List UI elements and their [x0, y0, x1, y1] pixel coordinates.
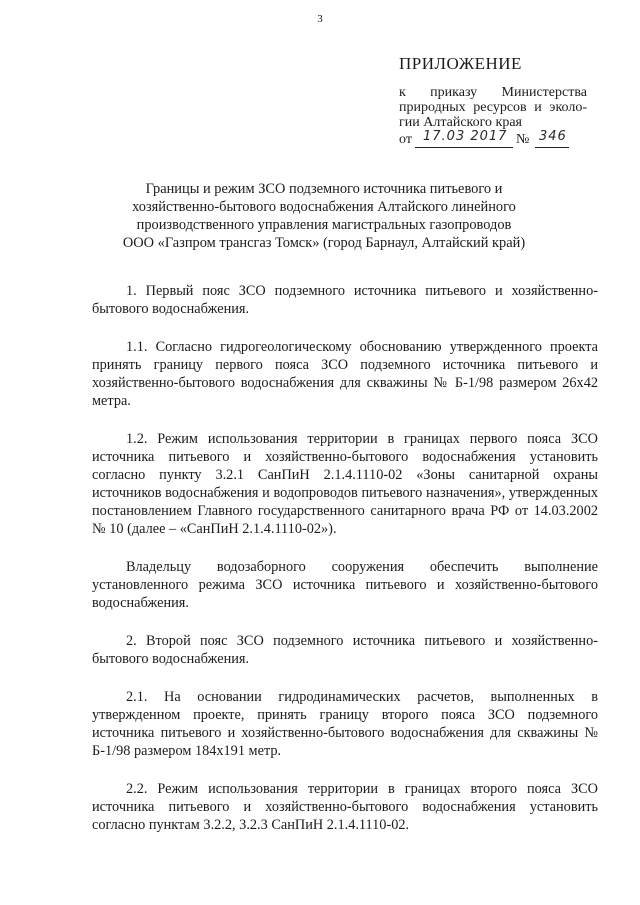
- handwritten-number: 346: [539, 129, 567, 144]
- appendix-block: [399, 56, 587, 150]
- number-field: [535, 129, 569, 148]
- ot-label: от: [399, 132, 412, 147]
- paragraph-1: 1. Первый пояс ЗСО подземного источника питьевого и хозяйственно-бытового водоснабжения.: [92, 283, 598, 317]
- appendix-line: природных ресурсов и эколо-: [399, 100, 587, 115]
- appendix-title: ПРИЛОЖЕНИЕ: [399, 54, 522, 73]
- paragraph-1-1: 1.1. Согласно гидрогеологическому обоснованию утвержденного проекта принять границу первого пояса ЗСО подземного источника питьевого и хозяйственно-бытового водоснабжения для скважины № Б-1/98 размером 26х42 метра.: [92, 339, 598, 409]
- number-label: №: [516, 132, 530, 147]
- date-field: [415, 129, 513, 148]
- title-line: Границы и режим ЗСО подземного источника питьевого и: [145, 181, 503, 197]
- document-title: [100, 180, 548, 252]
- appendix-line: к приказу Министерства: [399, 85, 587, 100]
- paragraph-owner-duty: Владельцу водозаборного сооружения обеспечить выполнение установленного режима ЗСО источника питьевого и хозяйственно-бытового водоснабжения.: [92, 559, 598, 611]
- appendix-line: гии Алтайского края: [399, 115, 522, 130]
- paragraph-2-1: 2.1. На основании гидродинамических расчетов, выполненных в утвержденном проекте, принять границу второго пояса ЗСО подземного источника питьевого и хозяйственно-бытового водоснабжения для скважины № Б-1/98 размером 184х191 метр.: [92, 689, 598, 759]
- title-line: ООО «Газпром трансгаз Томск» (город Барнаул, Алтайский край): [122, 235, 526, 251]
- paragraph-1-2: 1.2. Режим использования территории в границах первого пояса ЗСО источника питьевого и хозяйственно-бытового водоснабжения установить согласно пункту 3.2.1 СанПиН 2.1.4.1110-02 «Зоны санитарной охраны источников водоснабжения и водопроводов питьевого назначения», утвержденных постановлением Главного государственного санитарного врача РФ от 14.03.2002 № 10 (далее – «СанПиН 2.1.4.1110-02»).: [92, 431, 598, 537]
- paragraph-2: 2. Второй пояс ЗСО подземного источника питьевого и хозяйственно-бытового водоснабжения.: [92, 633, 598, 667]
- title-line: производственного управления магистральных газопроводов: [136, 217, 512, 233]
- paragraph-2-2: 2.2. Режим использования территории в границах второго пояса ЗСО источника питьевого и хозяйственно-бытового водоснабжения установить согласно пунктам 3.2.2, 3.2.3 СанПиН 2.1.4.1110-02.: [92, 781, 598, 833]
- document-body: [92, 282, 598, 854]
- order-date-number-row: [399, 129, 587, 150]
- handwritten-date: 17.03 2017: [423, 129, 508, 144]
- page-number: 3: [317, 13, 323, 25]
- title-line: хозяйственно-бытового водоснабжения Алтайского линейного: [132, 199, 516, 215]
